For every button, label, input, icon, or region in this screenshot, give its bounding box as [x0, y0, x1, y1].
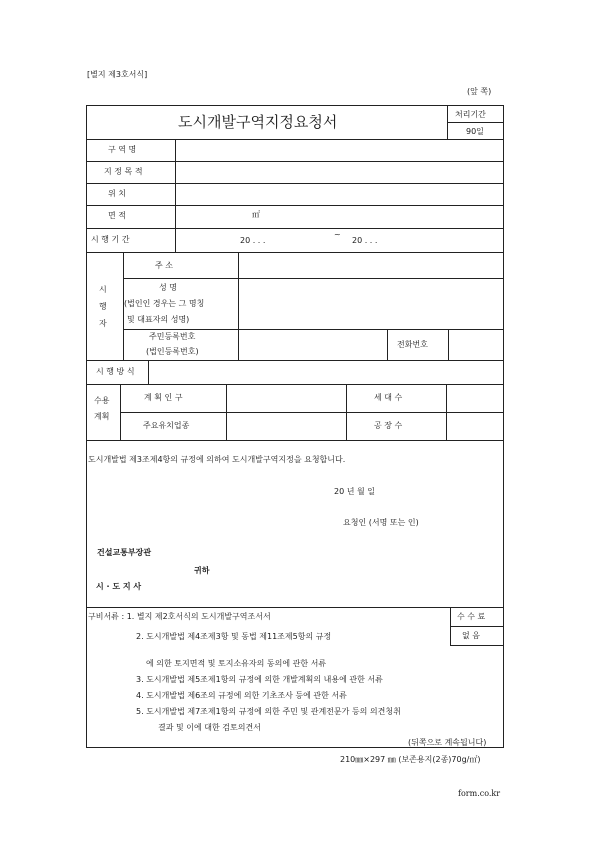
date-line: 20 년 월 일 [334, 487, 375, 496]
request-statement: 도시개발법 제3조제4항의 규정에 의하여 도시개발구역지정을 요청합니다. [88, 455, 346, 464]
divider [450, 645, 504, 646]
continue-note: (뒤쪽으로 계속됩니다) [408, 738, 487, 747]
phone-label: 전화번호 [397, 340, 428, 349]
applicant-label-2: 행 [99, 302, 107, 311]
divider [86, 440, 504, 441]
reg-number-field[interactable] [239, 330, 387, 360]
capacity-label-1: 수용 [94, 396, 110, 405]
size-label: 면 적 [108, 211, 126, 220]
area-name-field[interactable] [176, 140, 503, 161]
purpose-field[interactable] [176, 162, 503, 183]
main-industries-label: 주요유치업종 [143, 421, 190, 430]
purpose-label: 지 정 목 적 [104, 167, 143, 176]
paper-spec: 210㎜×297 ㎜ (보존용지(2종)70g/㎡) [340, 755, 481, 764]
main-industries-field[interactable] [227, 413, 346, 440]
divider [86, 607, 504, 608]
divider [450, 626, 504, 627]
documents-item-3: 3. 도시개발법 제5조제1항의 규정에 의한 개발계획의 내용에 관한 서류 [136, 675, 383, 684]
divider [447, 122, 504, 123]
area-name-label: 구 역 명 [108, 145, 137, 154]
factories-label: 공 장 수 [374, 421, 403, 430]
name-note-1: (법인인 경우는 그 명칭 [124, 299, 205, 308]
site-mark: form.co.kr [458, 789, 501, 798]
documents-item-1: 구비서류 : 1. 별지 제2호서식의 도시개발구역조서서 [88, 612, 271, 621]
method-label: 시 행 방 식 [96, 367, 135, 376]
name-label: 성 명 [159, 283, 177, 292]
factories-field[interactable] [447, 413, 503, 440]
period-label: 시 행 기 간 [91, 235, 130, 244]
applicant-label-1: 시 [99, 285, 107, 294]
corp-reg-number-label: (법인등록번호) [146, 347, 199, 356]
households-label: 세 대 수 [374, 393, 403, 402]
processing-value: 90일 [466, 127, 484, 136]
reg-number-label: 주민등록번호 [149, 332, 196, 341]
applicant-label-3: 자 [99, 319, 107, 328]
size-unit: ㎡ [252, 210, 260, 219]
divider [387, 329, 388, 360]
capacity-label-2: 계획 [94, 412, 110, 421]
addressee-honorific: 귀하 [194, 566, 210, 575]
address-field[interactable] [239, 253, 503, 278]
period-from: 20 . . . [240, 236, 266, 245]
documents-item-5: 5. 도시개발법 제7조제1항의 규정에 의한 주민 및 관계전문가 등의 의견청취 [136, 707, 401, 716]
addressee-minister: 건설교통부장관 [97, 548, 152, 557]
documents-item-2: 2. 도시개발법 제4조제3항 및 동법 제11조제5항의 규정 [136, 632, 332, 641]
households-field[interactable] [447, 385, 503, 412]
address-label: 주 소 [155, 261, 173, 270]
documents-item-4: 4. 도시개발법 제6조의 규정에 의한 기초조사 등에 관한 서류 [136, 691, 347, 700]
fee-label: 수 수 료 [457, 612, 486, 621]
documents-item-2-cont: 에 의한 토지면적 및 토지소유자의 동의에 관한 서류 [146, 659, 327, 668]
size-field[interactable] [176, 206, 503, 228]
phone-field[interactable] [449, 330, 503, 360]
form-id: [별지 제3호서식] [87, 70, 148, 79]
page-side: (앞 쪽) [467, 87, 492, 96]
name-note-2: 및 대표자의 성명) [127, 315, 190, 324]
processing-label: 처리기간 [455, 110, 486, 119]
planned-population-label: 계 획 인 구 [144, 393, 183, 402]
fee-value: 없 음 [462, 631, 480, 640]
form-title: 도시개발구역지정요청서 [178, 113, 338, 131]
location-label: 위 치 [108, 189, 126, 198]
location-field[interactable] [176, 184, 503, 205]
requester-signature: 요청인 (서명 또는 인) [343, 518, 419, 527]
method-field[interactable] [149, 361, 503, 384]
addressee-governor: 시 · 도 지 사 [96, 582, 142, 591]
documents-item-5-cont: 결과 및 이에 대한 검토의견서 [158, 723, 261, 732]
period-to: 20 . . . [352, 236, 378, 245]
name-field[interactable] [239, 279, 503, 329]
period-dash: ~ [334, 230, 341, 239]
planned-population-field[interactable] [227, 385, 346, 412]
